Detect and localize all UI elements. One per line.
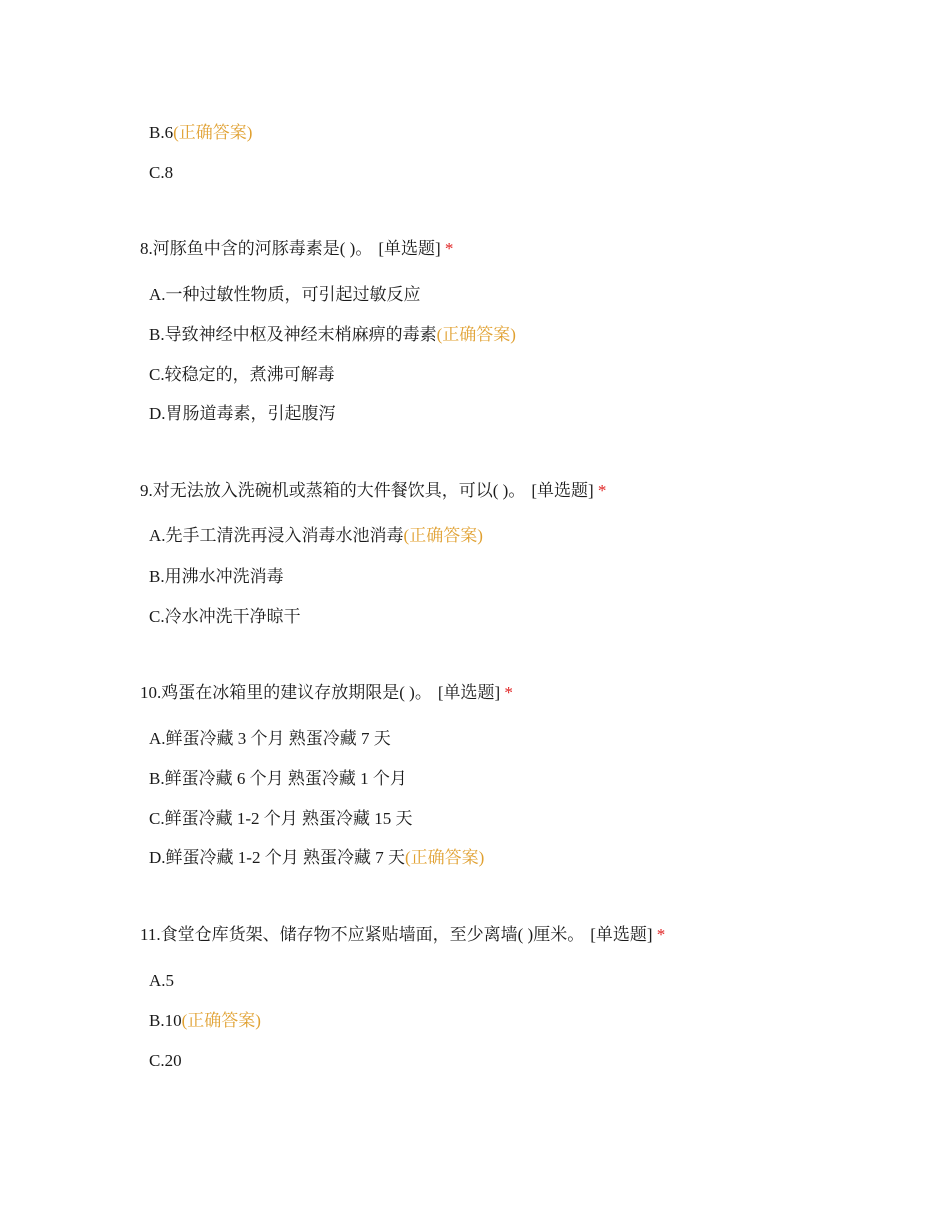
question-title bbox=[140, 681, 513, 705]
question-text: 9.对无法放入洗碗机或蒸箱的大件餐饮具，可以( )。 bbox=[140, 481, 526, 500]
question-type-tag: [单选题] bbox=[437, 683, 501, 702]
option-item bbox=[149, 323, 516, 347]
question-text: 10.鸡蛋在冰箱里的建议存放期限是( )。 bbox=[140, 683, 432, 702]
option-text: C.8 bbox=[149, 163, 174, 182]
correct-answer-marker: (正确答案) bbox=[173, 123, 253, 142]
correct-answer-marker: (正确答案) bbox=[403, 526, 483, 545]
option-item bbox=[149, 524, 483, 548]
question-type-tag: [单选题] bbox=[531, 481, 594, 500]
option-item bbox=[149, 402, 336, 426]
option-item bbox=[149, 1049, 182, 1073]
option-item bbox=[149, 846, 484, 870]
option-item bbox=[149, 565, 284, 589]
correct-answer-marker: (正确答案) bbox=[436, 325, 516, 344]
option-item bbox=[149, 161, 173, 185]
option-text: B.用沸水冲洗消毒 bbox=[149, 567, 284, 586]
required-star: * bbox=[504, 683, 513, 702]
option-text: A.5 bbox=[149, 971, 175, 990]
option-item bbox=[149, 363, 335, 387]
question-type-tag: [单选题] bbox=[590, 925, 653, 944]
correct-answer-marker: (正确答案) bbox=[181, 1011, 261, 1030]
option-text: D.鲜蛋冷藏 1-2 个月 熟蛋冷藏 7 天 bbox=[149, 848, 405, 867]
required-star: * bbox=[444, 239, 454, 258]
option-text: A.鲜蛋冷藏 3 个月 熟蛋冷藏 7 天 bbox=[149, 729, 391, 748]
option-text: B.导致神经中枢及神经末梢麻痹的毒素 bbox=[149, 325, 437, 344]
option-item bbox=[149, 767, 407, 791]
required-star: * bbox=[597, 481, 607, 500]
option-text: B.10 bbox=[149, 1011, 182, 1030]
option-text: D.胃肠道毒素，引起腹泻 bbox=[149, 404, 336, 423]
correct-answer-marker: (正确答案) bbox=[404, 848, 485, 867]
question-text: 11.食堂仓库货架、储存物不应紧贴墙面，至少离墙( )厘米。 bbox=[140, 925, 585, 944]
option-text: C.较稳定的，煮沸可解毒 bbox=[149, 365, 335, 384]
question-title bbox=[140, 479, 606, 503]
required-star: * bbox=[656, 925, 666, 944]
option-text: C.20 bbox=[149, 1051, 182, 1070]
option-item bbox=[149, 969, 174, 993]
option-item bbox=[149, 121, 252, 145]
question-type-tag: [单选题] bbox=[378, 239, 441, 258]
option-item bbox=[149, 727, 391, 751]
question-title bbox=[140, 237, 453, 261]
option-text: C.冷水冲洗干净晾干 bbox=[149, 607, 301, 626]
option-item bbox=[149, 283, 421, 307]
option-text: B.6 bbox=[149, 123, 174, 142]
question-title bbox=[140, 923, 665, 947]
option-text: B.鲜蛋冷藏 6 个月 熟蛋冷藏 1 个月 bbox=[149, 769, 407, 788]
option-text: A.先手工清洗再浸入消毒水池消毒 bbox=[149, 526, 404, 545]
option-item bbox=[149, 807, 413, 831]
option-text: C.鲜蛋冷藏 1-2 个月 熟蛋冷藏 15 天 bbox=[149, 809, 413, 828]
option-text: A.一种过敏性物质，可引起过敏反应 bbox=[149, 285, 421, 304]
question-text: 8.河豚鱼中含的河豚毒素是( )。 bbox=[140, 239, 373, 258]
option-item bbox=[149, 1009, 261, 1033]
option-item bbox=[149, 605, 301, 629]
